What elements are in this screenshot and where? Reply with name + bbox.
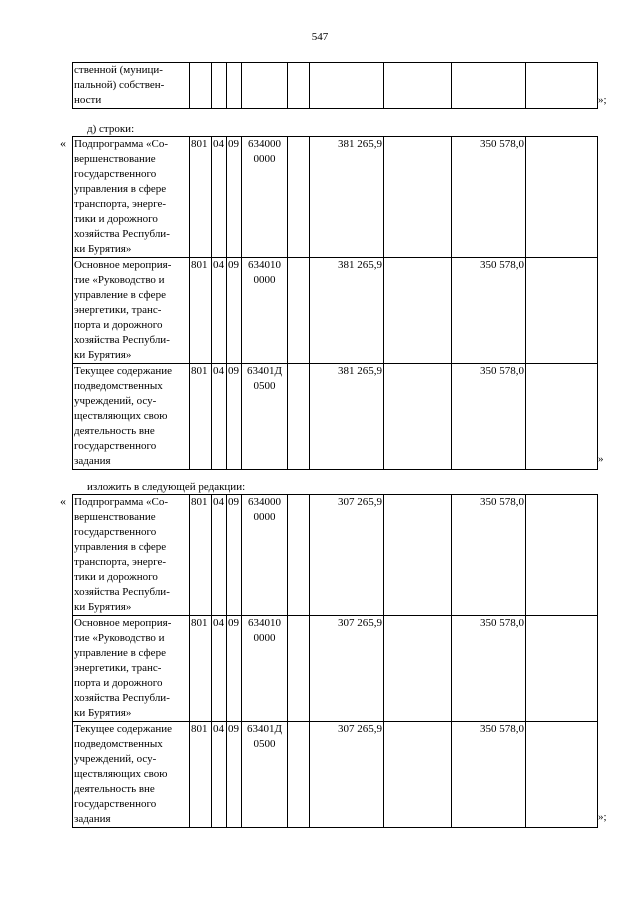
section-code: 04	[212, 137, 227, 258]
subsection-code: 09	[227, 495, 242, 616]
subsection-code: 09	[227, 722, 242, 828]
empty-cell	[526, 722, 598, 828]
closing-quote-before: »	[598, 453, 604, 465]
new-edition-label: изложить в следующей редакции:	[87, 481, 246, 493]
table-row	[73, 258, 598, 364]
target-code: 634010 0000	[242, 616, 288, 722]
row-name: Текущее содержание подведомственных учреждений, осу- ществляющих свою деятельность вне государственного задания	[73, 722, 190, 828]
page-number: 547	[311, 31, 329, 43]
empty-cell	[384, 364, 452, 470]
amount-2: 350 578,0	[452, 137, 526, 258]
empty-cell	[526, 364, 598, 470]
empty-cell	[288, 616, 310, 722]
table-row	[73, 364, 598, 470]
empty-cell	[526, 616, 598, 722]
section-code: 04	[212, 495, 227, 616]
empty-cell	[288, 364, 310, 470]
empty-cell	[526, 137, 598, 258]
section-code: 04	[212, 722, 227, 828]
subsection-code: 09	[227, 258, 242, 364]
row-name: Основное мероприя- тие «Руководство и управление в сфере энергетики, транс- порта и дорожного хозяйства Республи- ки Бурятия»	[73, 616, 190, 722]
target-code: 63401Д 0500	[242, 722, 288, 828]
ministry-code: 801	[190, 722, 212, 828]
empty-cell	[526, 258, 598, 364]
empty-cell	[526, 495, 598, 616]
top-name-cell: ственной (муници- пальной) собствен- ности	[73, 63, 190, 109]
row-name: Подпрограмма «Со- вершенствование государственного управления в сфере транспорта, энерге- тики и дорожного хозяйства Республи- ки Бурятия»	[73, 495, 190, 616]
empty-cell	[288, 722, 310, 828]
ministry-code: 801	[190, 258, 212, 364]
amount-2: 350 578,0	[452, 722, 526, 828]
amount-1: 307 265,9	[310, 722, 384, 828]
target-code: 634000 0000	[242, 137, 288, 258]
table-row	[73, 616, 598, 722]
section-code: 04	[212, 616, 227, 722]
opening-quote-before: «	[60, 136, 66, 150]
amount-1: 381 265,9	[310, 364, 384, 470]
amount-2: 350 578,0	[452, 616, 526, 722]
empty-cell	[384, 258, 452, 364]
amount-2: 350 578,0	[452, 495, 526, 616]
subsection-code: 09	[227, 364, 242, 470]
ministry-code: 801	[190, 364, 212, 470]
empty-cell	[384, 722, 452, 828]
closing-quote-top: »;	[598, 94, 607, 106]
row-name: Подпрограмма «Со- вершенствование государственного управления в сфере транспорта, энерге- тики и дорожного хозяйства Республи- ки Бурятия»	[73, 137, 190, 258]
subsection-code: 09	[227, 616, 242, 722]
row-name: Основное мероприя- тие «Руководство и управление в сфере энергетики, транс- порта и дорожного хозяйства Республи- ки Бурятия»	[73, 258, 190, 364]
table-row	[73, 495, 598, 616]
top-continuation-table	[72, 62, 598, 109]
subsection-code: 09	[227, 137, 242, 258]
table-row	[73, 137, 598, 258]
ministry-code: 801	[190, 137, 212, 258]
amount-2: 350 578,0	[452, 364, 526, 470]
empty-cell	[384, 616, 452, 722]
empty-cell	[288, 258, 310, 364]
ministry-code: 801	[190, 495, 212, 616]
amount-1: 307 265,9	[310, 616, 384, 722]
amount-1: 381 265,9	[310, 137, 384, 258]
section-d-label: д) строки:	[87, 123, 135, 135]
ministry-code: 801	[190, 616, 212, 722]
section-code: 04	[212, 364, 227, 470]
empty-cell	[288, 495, 310, 616]
empty-cell	[384, 495, 452, 616]
target-code: 634000 0000	[242, 495, 288, 616]
opening-quote-after: «	[60, 494, 66, 508]
section-code: 04	[212, 258, 227, 364]
amount-1: 307 265,9	[310, 495, 384, 616]
row-name: Текущее содержание подведомственных учреждений, осу- ществляющих свою деятельность вне государственного задания	[73, 364, 190, 470]
target-code: 634010 0000	[242, 258, 288, 364]
target-code: 63401Д 0500	[242, 364, 288, 470]
amount-1: 381 265,9	[310, 258, 384, 364]
empty-cell	[288, 137, 310, 258]
rows-before-table	[72, 136, 598, 470]
closing-quote-after: »;	[598, 811, 607, 823]
empty-cell	[384, 137, 452, 258]
amount-2: 350 578,0	[452, 258, 526, 364]
rows-after-table	[72, 494, 598, 828]
table-row	[73, 722, 598, 828]
